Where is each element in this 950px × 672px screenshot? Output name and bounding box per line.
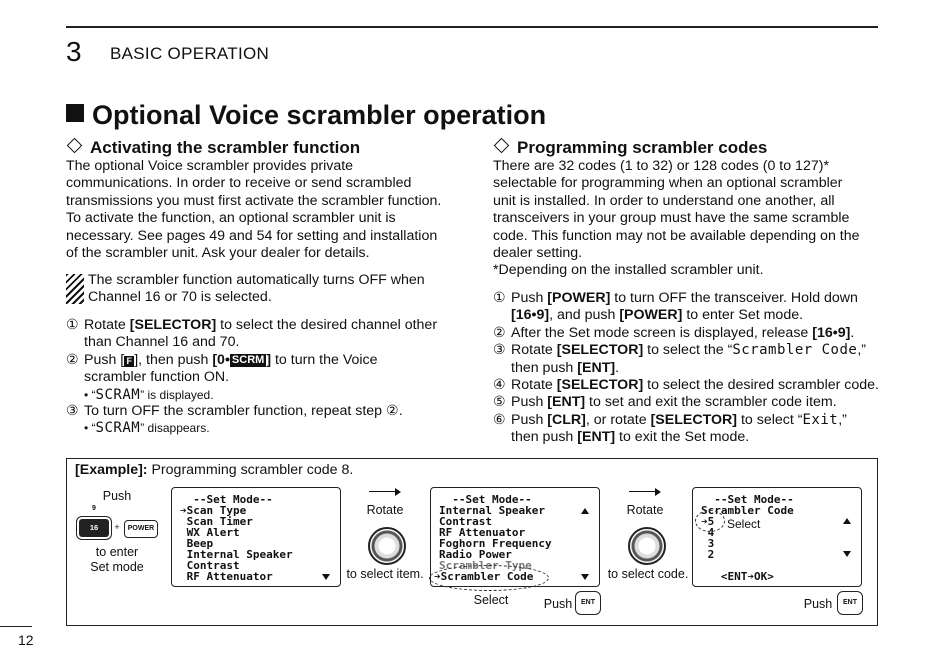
text-line: of the scrambler unit. Ask your dealer for details. <box>66 245 370 262</box>
push-caption: Push <box>803 597 833 611</box>
t: [SELECTOR] <box>650 411 738 428</box>
step-3 <box>66 403 466 420</box>
t: ” is displayed. <box>140 387 214 402</box>
t: ,” <box>838 411 847 428</box>
lcd-line: --Set Mode-- <box>439 493 532 506</box>
t: [0• <box>212 351 230 368</box>
t: [POWER] <box>619 307 683 324</box>
chapter-title: BASIC OPERATION <box>110 44 270 63</box>
left-heading-text: Activating the scrambler function <box>90 138 361 157</box>
lcd-line: 3 <box>701 537 715 550</box>
right-steps <box>493 290 913 447</box>
lcd-line: Beep <box>180 537 214 550</box>
t: [ENT] <box>547 394 586 411</box>
t: • “ <box>84 387 96 402</box>
t: to exit the Set mode. <box>615 429 750 446</box>
plus-sign: + <box>114 522 120 532</box>
lcd-line: Scrambler Code <box>701 504 794 517</box>
t: [CLR] <box>547 411 586 428</box>
t: [SELECTOR] <box>556 377 644 394</box>
square-bullet-icon <box>66 104 84 122</box>
lcd-line: ➔Scan Type <box>180 504 247 517</box>
lcd-text: Exit <box>802 411 839 428</box>
t: to set and exit the scrambler code item. <box>585 394 837 411</box>
t: ,” <box>857 342 866 359</box>
note-icon <box>66 274 84 304</box>
lcd-line: ➔Scrambler Code <box>434 570 534 583</box>
t: Push [ <box>84 351 125 368</box>
lcd-line: 4 <box>701 526 715 539</box>
arrow-icon <box>629 491 659 492</box>
scroll-up-icon <box>581 508 589 514</box>
section-title-text: Optional Voice scrambler operation <box>92 100 547 130</box>
lcd-line: Scan Timer <box>180 515 253 528</box>
key-16-button[interactable]: 16 <box>79 519 109 537</box>
step-2 <box>493 325 913 342</box>
f-key-icon: F <box>124 356 134 367</box>
right-heading <box>493 138 767 158</box>
chapter-number: 3 <box>66 36 82 67</box>
rotate-caption: to select item. <box>346 567 424 581</box>
selector-key: [SELECTOR] <box>129 317 217 333</box>
selector-knob-icon[interactable] <box>368 527 406 565</box>
t: than Channel 16 and 70. <box>84 334 240 351</box>
note-line: The scrambler function automatically turns OFF when <box>88 272 425 288</box>
scroll-down-icon <box>581 574 589 580</box>
top-rule <box>66 26 878 28</box>
t: ], then push <box>134 351 213 368</box>
t: , or rotate <box>585 411 651 428</box>
t: to select the desired scrambler code. <box>643 377 879 394</box>
t: • “ <box>84 421 96 436</box>
lcd-line: WX Alert <box>180 526 240 539</box>
selection-highlight <box>695 510 725 532</box>
t: to turn OFF the transceiver. Hold down <box>610 290 858 306</box>
step-6 <box>493 412 913 447</box>
text-line: There are 32 codes (1 to 32) or 128 codes (0 to 127)* <box>493 158 829 174</box>
lcd-screen-1 <box>171 487 341 587</box>
t: to select the desired channel other <box>216 317 438 333</box>
push-caption: Push <box>543 597 573 611</box>
t: to select “ <box>737 411 803 428</box>
t: scrambler function ON. <box>84 369 230 386</box>
lcd-line: Contrast <box>180 559 240 572</box>
scroll-down-icon <box>322 574 330 580</box>
t: [Example]: <box>75 462 148 478</box>
t: [ENT] <box>577 429 616 446</box>
arrow-icon <box>369 491 399 492</box>
t: . <box>850 324 855 341</box>
right-heading-text: Programming scrambler codes <box>517 138 768 157</box>
selection-highlight <box>429 565 549 591</box>
selector-knob-icon[interactable] <box>628 527 666 565</box>
step-1 <box>66 317 466 352</box>
rotate-caption: Rotate <box>626 503 664 517</box>
step-2 <box>66 352 466 387</box>
t: then push <box>511 429 578 446</box>
step-number: ③ <box>493 342 506 359</box>
t: to turn the Voice <box>271 351 378 368</box>
t: Rotate <box>511 342 557 359</box>
text-line: necessary. See pages 49 and 54 for setting and installation <box>66 227 438 244</box>
text-line: communications. In order to receive or send scrambled <box>66 175 412 192</box>
lcd-line: --Set Mode-- <box>701 493 794 506</box>
step-2-bullet <box>66 387 466 403</box>
scrm-key: SCRM <box>231 353 265 366</box>
lcd-line: Scrambler Type <box>439 559 532 572</box>
lcd-text: SCRAM <box>95 420 141 437</box>
lcd-line: <ENT➔OK> <box>701 570 774 583</box>
select-caption: Select <box>473 593 509 607</box>
step-number: ② <box>493 324 506 341</box>
t: After the Set mode screen is displayed, release <box>511 324 813 341</box>
ent-button[interactable]: ENT <box>575 591 601 615</box>
lcd-line: RF Attenuator <box>180 570 273 583</box>
t: to enter Set mode. <box>682 307 804 324</box>
step-number: ② <box>66 351 79 368</box>
enter-caption: Set mode <box>90 560 144 574</box>
page-number: 12 <box>18 632 34 648</box>
text-line: transmissions you must first activate the scrambler function. <box>66 192 442 209</box>
step-4 <box>493 377 913 394</box>
t: [POWER] <box>547 290 611 306</box>
text-line: To activate the function, an optional scrambler unit is <box>66 210 396 227</box>
left-steps <box>66 317 466 436</box>
t: ” disappears. <box>140 421 210 436</box>
lcd-line: Contrast <box>439 515 492 528</box>
rotate-caption: to select code. <box>607 567 689 581</box>
t: [16•9] <box>511 307 550 324</box>
text-line: dealer setting. <box>493 245 583 262</box>
t: Push <box>511 411 548 428</box>
lcd-screen-3 <box>692 487 862 587</box>
step-number: ⑥ <box>493 411 506 428</box>
left-heading <box>66 138 360 158</box>
power-button[interactable]: POWER <box>124 520 158 538</box>
step-3-bullet <box>66 420 466 436</box>
t: , and push <box>549 307 620 324</box>
text-line: code. This function may not be available depending on the <box>493 227 860 244</box>
enter-caption: to enter <box>95 545 139 559</box>
page-rule <box>0 626 32 627</box>
left-intro <box>66 158 466 262</box>
scroll-up-icon <box>843 518 851 524</box>
select-caption: Select <box>727 517 761 531</box>
text-line: unit is installed. In order to understand one another, all <box>493 192 835 209</box>
step-3 <box>493 342 913 377</box>
lcd-line: Foghorn Frequency <box>439 537 552 550</box>
ent-button[interactable]: ENT <box>837 591 863 615</box>
t: [16•9] <box>812 324 851 341</box>
t: then push <box>511 359 578 376</box>
note-line: Channel 16 or 70 is selected. <box>88 289 272 306</box>
step-number: ③ <box>66 402 79 419</box>
t: . <box>615 359 620 376</box>
lcd-text: SCRAM <box>95 386 141 403</box>
lcd-line: Internal Speaker <box>439 504 545 517</box>
text-line: selectable for programming when an optional scrambler <box>493 175 843 192</box>
t: Push <box>511 290 548 306</box>
t: To turn OFF the scrambler function, repeat step ②. <box>84 402 403 419</box>
t: ] <box>266 351 272 368</box>
step-number: ① <box>493 290 506 306</box>
text-line: *Depending on the installed scrambler unit. <box>493 262 764 279</box>
step-number: ① <box>66 317 79 333</box>
t: Programming scrambler code 8. <box>147 462 354 478</box>
step-1 <box>493 290 913 325</box>
text-line: The optional Voice scrambler provides private <box>66 158 354 174</box>
rotate-caption: Rotate <box>366 503 404 517</box>
t: [SELECTOR] <box>556 342 644 359</box>
lcd-line: Internal Speaker <box>180 548 293 561</box>
push-caption: Push <box>102 489 132 503</box>
text-line: transceivers in your group must have the same scramble <box>493 210 850 227</box>
example-label <box>75 462 353 478</box>
lcd-line: RF Attenuator <box>439 526 526 539</box>
step-number: ④ <box>493 377 506 394</box>
diamond-icon <box>67 138 83 154</box>
step-number: ⑤ <box>493 394 506 411</box>
t: to select the “ <box>643 342 733 359</box>
t: Rotate <box>84 317 130 333</box>
lcd-line: --Set Mode-- <box>180 493 273 506</box>
diamond-icon <box>494 138 510 154</box>
right-intro <box>493 158 893 280</box>
lcd-line: 2 <box>701 548 715 561</box>
t: Rotate <box>511 377 557 394</box>
section-title <box>66 100 546 131</box>
step-5 <box>493 394 913 411</box>
note-block <box>66 272 456 307</box>
lcd-line: Radio Power <box>439 548 512 561</box>
lcd-text: Scrambler Code <box>732 342 858 359</box>
lcd-line: ➔5 <box>701 515 715 528</box>
key-9-label: 9 <box>92 505 96 512</box>
scroll-down-icon <box>843 551 851 557</box>
t: Push <box>511 394 548 411</box>
t: [ENT] <box>577 359 616 376</box>
example-box <box>66 458 878 626</box>
